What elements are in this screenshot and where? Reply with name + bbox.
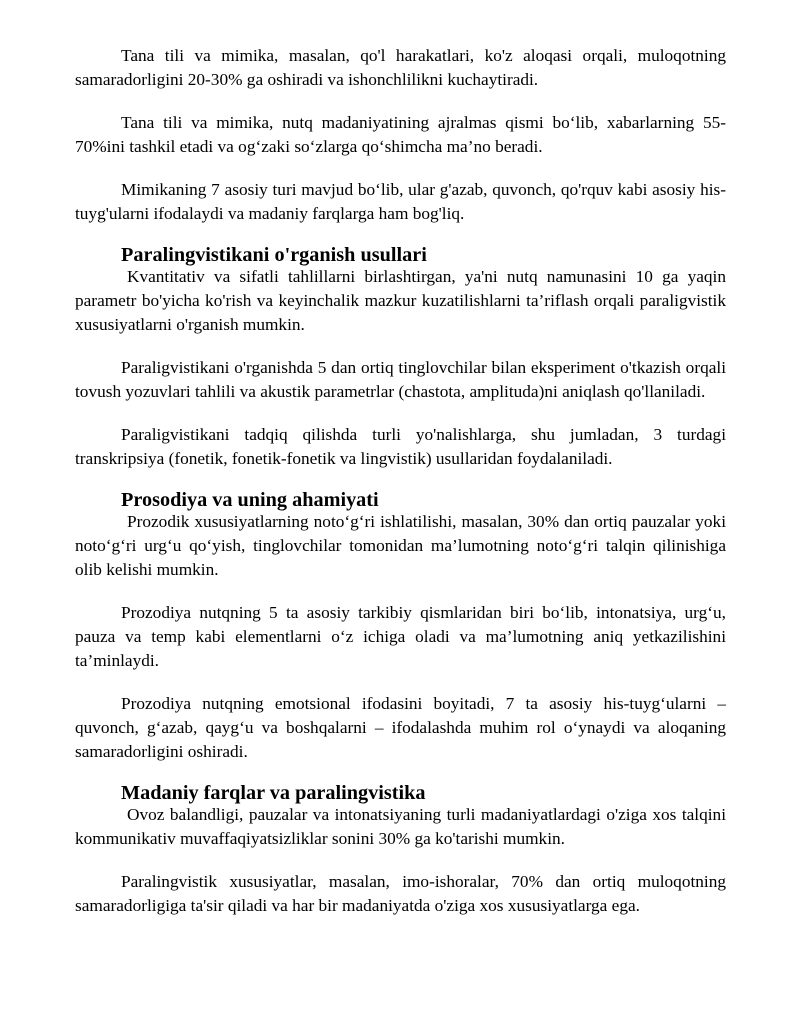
section-heading-cultural: Madaniy farqlar va paralingvistika (121, 782, 426, 804)
paragraph: Prozodiya nutqning emotsional ifodasini boyitadi, 7 ta asosiy his-tuyg‘ularni – quvonch, g‘azab, qayg‘u va boshqalarni – ifodalashda muhim rol o‘ynaydi va aloqaning samaradorligini oshiradi. (75, 694, 726, 761)
section-heading-methods: Paralingvistikani o'rganish usullari (121, 244, 427, 266)
document-page (75, 44, 726, 937)
paragraph: Kvantitativ va sifatli tahlillarni birlashtirgan, ya'ni nutq namunasini 10 ga yaqin parametr bo'yicha ko'rish va keyinchalik mazkur kuzatilishlarni ta’riflash orqali paraligvistik xususiyatlarni o'rganish mumkin. (75, 267, 726, 334)
section-heading-prosody: Prosodiya va uning ahamiyati (121, 489, 379, 511)
paragraph: Ovoz balandligi, pauzalar va intonatsiyaning turli madaniyatlardagi o'ziga xos talqini kommunikativ muvaffaqiyatsizliklar sonini 30% ga ko'tarishi mumkin. (75, 805, 726, 848)
paragraph: Prozodik xususiyatlarning noto‘g‘ri ishlatilishi, masalan, 30% dan ortiq pauzalar yoki noto‘g‘ri urg‘u qo‘yish, tinglovchilar tomonidan ma’lumotning noto‘g‘ri talqin qilinishiga olib kelishi mumkin. (75, 512, 726, 579)
paragraph: Tana tili va mimika, nutq madaniyatining ajralmas qismi bo‘lib, xabarlarning 55-70%ini tashkil etadi va og‘zaki so‘zlarga qo‘shimcha ma’no beradi. (75, 113, 726, 156)
paragraph: Paraligvistikani tadqiq qilishda turli yo'nalishlarga, shu jumladan, 3 turdagi transkripsiya (fonetik, fonetik-fonetik va lingvistik) usullaridan foydalaniladi. (75, 425, 726, 468)
paragraph: Mimikaning 7 asosiy turi mavjud bo‘lib, ular g'azab, quvonch, qo'rquv kabi asosiy his-tuyg'ularni ifodalaydi va madaniy farqlarga ham bog'liq. (75, 180, 726, 223)
paragraph: Tana tili va mimika, masalan, qo'l harakatlari, ko'z aloqasi orqali, muloqotning samaradorligini 20-30% ga oshiradi va ishonchlilikni kuchaytiradi. (75, 46, 726, 89)
paragraph: Paraligvistikani o'rganishda 5 dan ortiq tinglovchilar bilan eksperiment o'tkazish orqali tovush yozuvlari tahlili va akustik parametrlar (chastota, amplituda)ni aniqlash qo'llaniladi. (75, 358, 726, 401)
paragraph: Prozodiya nutqning 5 ta asosiy tarkibiy qismlaridan biri bo‘lib, intonatsiya, urg‘u, pauza va temp kabi elementlarni o‘z ichiga oladi va ma’lumotning aniq yetkazilishini ta’minlaydi. (75, 603, 726, 670)
paragraph: Paralingvistik xususiyatlar, masalan, imo-ishoralar, 70% dan ortiq muloqotning samaradorligiga ta'sir qiladi va har bir madaniyatda o'ziga xos xususiyatlarga ega. (75, 872, 726, 915)
